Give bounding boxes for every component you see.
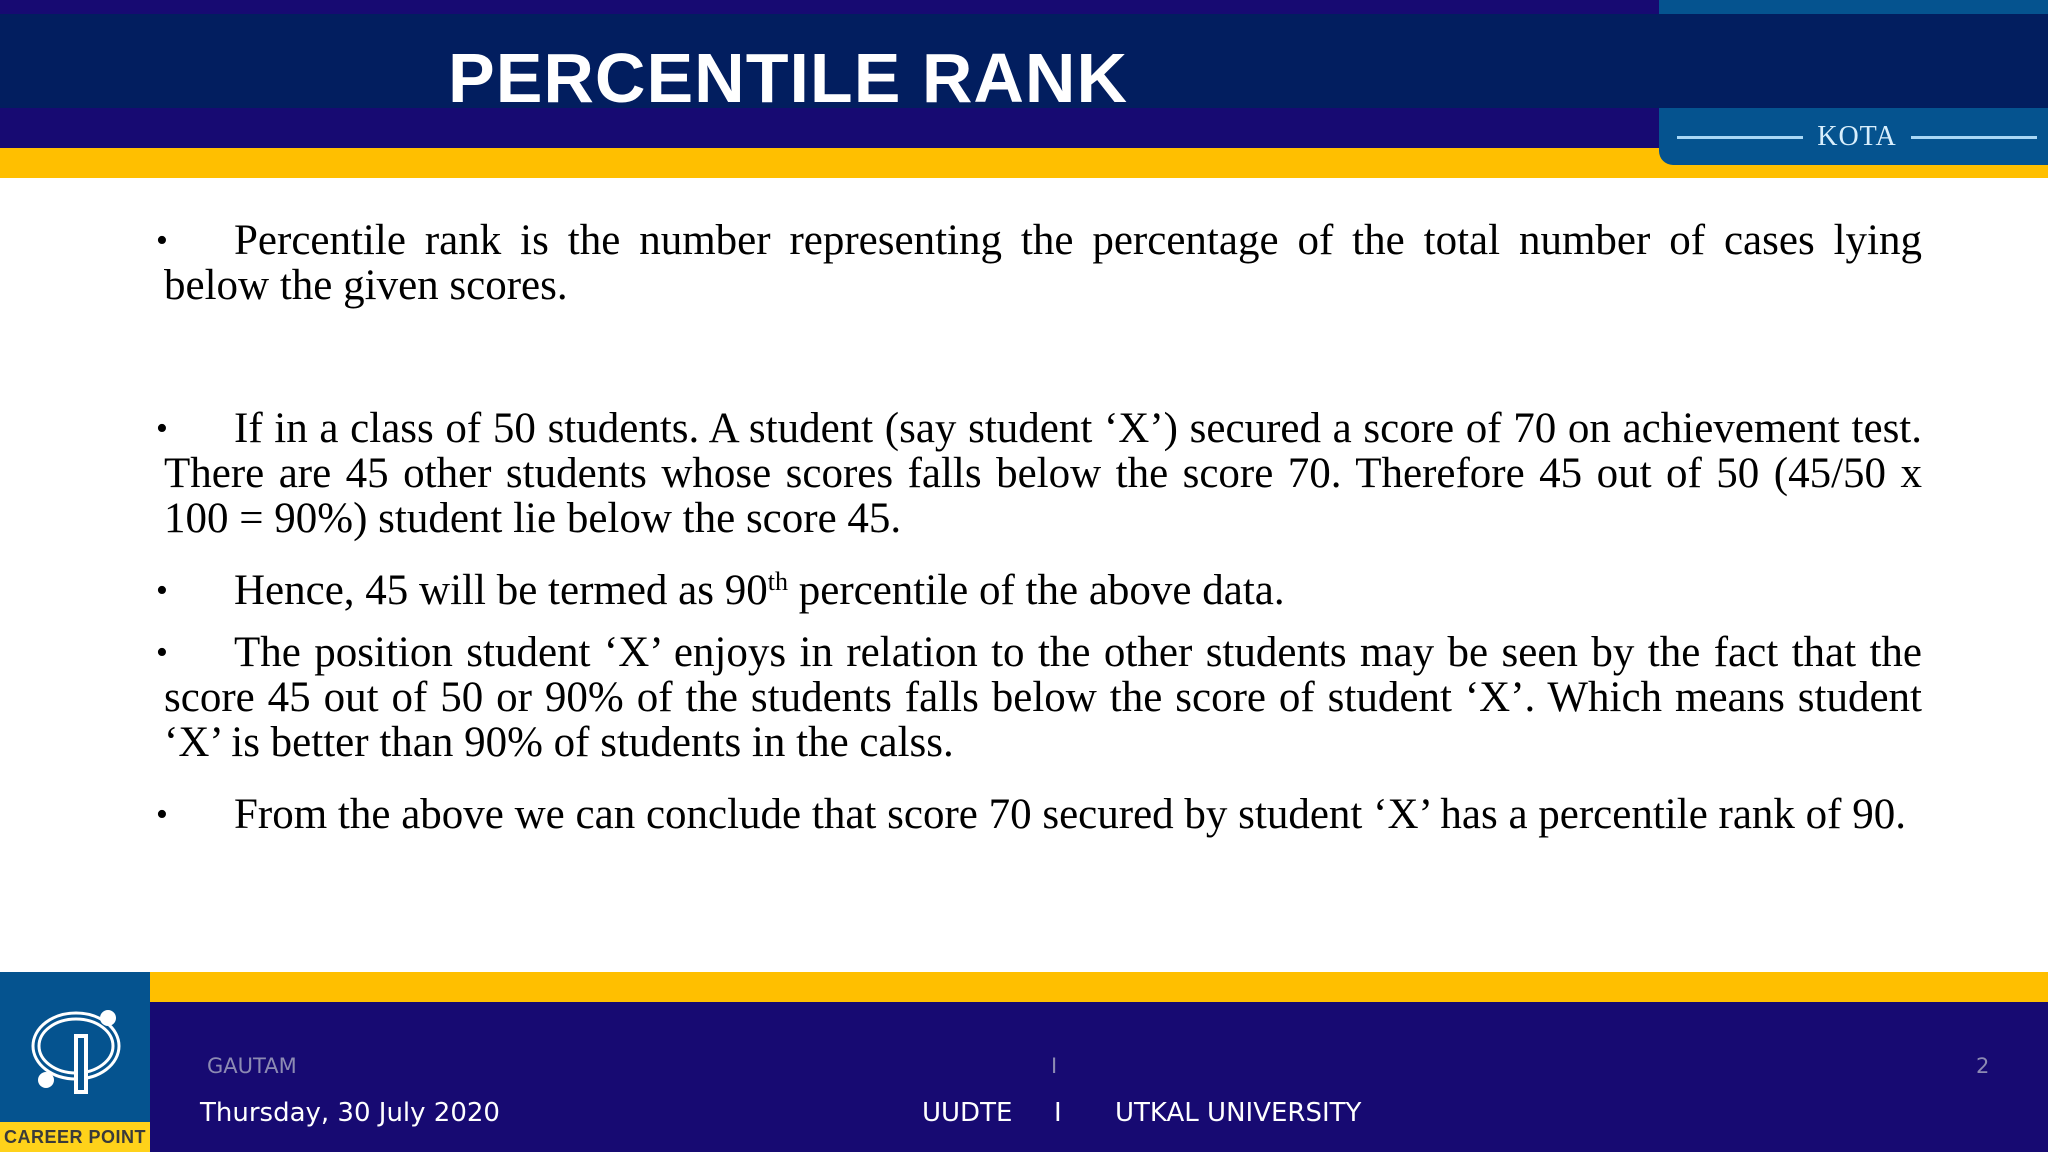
badge-kota-text: KOTA — [1817, 121, 1897, 152]
bullet-icon: • — [156, 796, 168, 833]
bullet-icon: • — [156, 222, 168, 259]
bullet-text-before: Hence, 45 will be termed as 90 — [234, 567, 768, 614]
bullet-item — [156, 217, 1922, 309]
footer-date: Thursday, 30 July 2020 — [200, 1098, 500, 1128]
footer-band — [150, 1002, 2048, 1152]
footer-university: UTKAL UNIVERSITY — [1115, 1098, 1362, 1128]
logo-brand-label: CAREER POINT — [0, 1122, 150, 1152]
bullet-text: The position student ‘X’ enjoys in relation to the other students may be seen by the fact that the score 45 out of 50 or 90% of the students falls below the score of student ‘X’. Which means student ‘X’ is better than 90% of students in the calss. — [164, 629, 1922, 766]
slide-number: 2 — [1976, 1054, 1990, 1078]
bullet-item — [156, 405, 1922, 542]
badge-kota-row — [1677, 122, 2037, 152]
footer-department: UUDTE — [922, 1098, 1013, 1128]
ordinal-superscript: th — [767, 567, 788, 596]
badge-cover-band — [1659, 14, 2048, 108]
badge-rule-right — [1911, 136, 2037, 139]
bullet-text-after: percentile of the above data. — [787, 567, 1285, 614]
bullet-item — [156, 629, 1922, 766]
badge-rule-left — [1677, 136, 1803, 139]
bullet-text: If in a class of 50 students. A student (say student ‘X’) secured a score of 70 on achievement test. There are 45 other students whose scores falls below the score 70. Therefore 45 out of 50 (45/50 x 100 = 90%) student lie below the score 45. — [164, 405, 1922, 542]
career-point-logo-icon — [22, 994, 128, 1114]
footer-separator-top: I — [1051, 1054, 1058, 1078]
footer-author: GAUTAM — [207, 1054, 297, 1078]
slide-title: PERCENTILE RANK — [448, 39, 1129, 117]
bullet-item — [156, 791, 1907, 838]
university-badge-logo — [1659, 0, 2048, 165]
footer-yellow-band — [150, 972, 2048, 1002]
bullet-icon: • — [156, 572, 168, 609]
bullet-text: Percentile rank is the number representing the percentage of the total number of cases lying below the given scores. — [164, 217, 1922, 309]
bullet-icon: • — [156, 410, 168, 447]
bullet-item — [156, 567, 1285, 614]
bullet-icon: • — [156, 634, 168, 671]
bullet-text: From the above we can conclude that score 70 secured by student ‘X’ has a percentile rank of 90. — [234, 791, 1907, 838]
footer-separator: I — [1054, 1098, 1062, 1128]
career-point-logo — [0, 972, 150, 1152]
bullet-text — [164, 567, 1285, 614]
